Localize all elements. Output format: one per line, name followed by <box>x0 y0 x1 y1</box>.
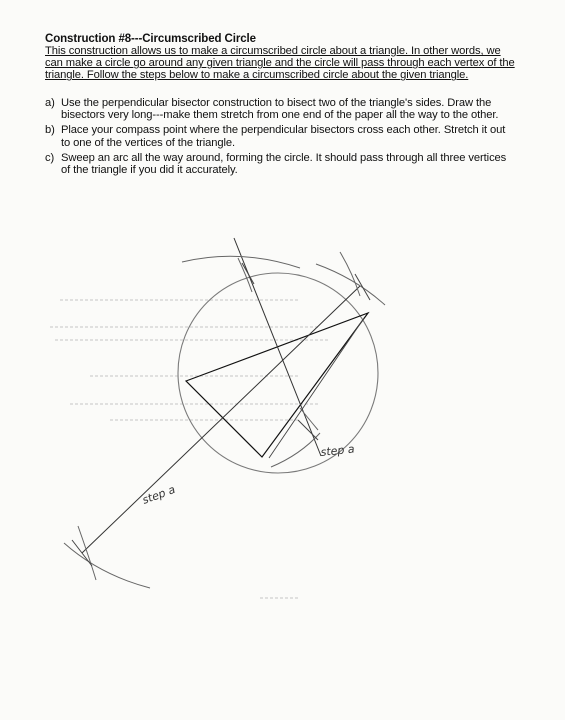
step-text-b: Place your compass point where the perpendicular bisectors cross each other. Stretch it out to one of the vertices of the triangle. <box>61 124 506 149</box>
given-triangle <box>186 313 368 457</box>
step-label-left: step a <box>140 482 178 507</box>
intersection-marks <box>72 263 370 566</box>
step-marker-b: b) <box>45 124 55 137</box>
perpendicular-bisector-steep <box>234 238 321 456</box>
step-marker-a: a) <box>45 97 55 109</box>
step-text-a: Use the perpendicular bisector construction to bisect two of the triangle's sides. Draw the bisectors very long---make them stretch from one end of the paper all the way to the other. <box>61 97 499 122</box>
intro-paragraph: This construction allows us to make a circumscribed circle about a triangle. In other words, we can make a circle go around any given triangle and the circle will pass through each vertex of the triangle. Follow the steps below to make a circumscribed circle about the given triangle. <box>45 45 515 82</box>
page-title: Construction #8---Circumscribed Circle <box>45 33 256 45</box>
step-text-c: Sweep an arc all the way around, forming the circle. It should pass through all three vertices of the triangle if you did it accurately. <box>61 151 507 177</box>
step-marker-c: c) <box>45 151 55 164</box>
step-label-right: step a <box>319 442 356 459</box>
